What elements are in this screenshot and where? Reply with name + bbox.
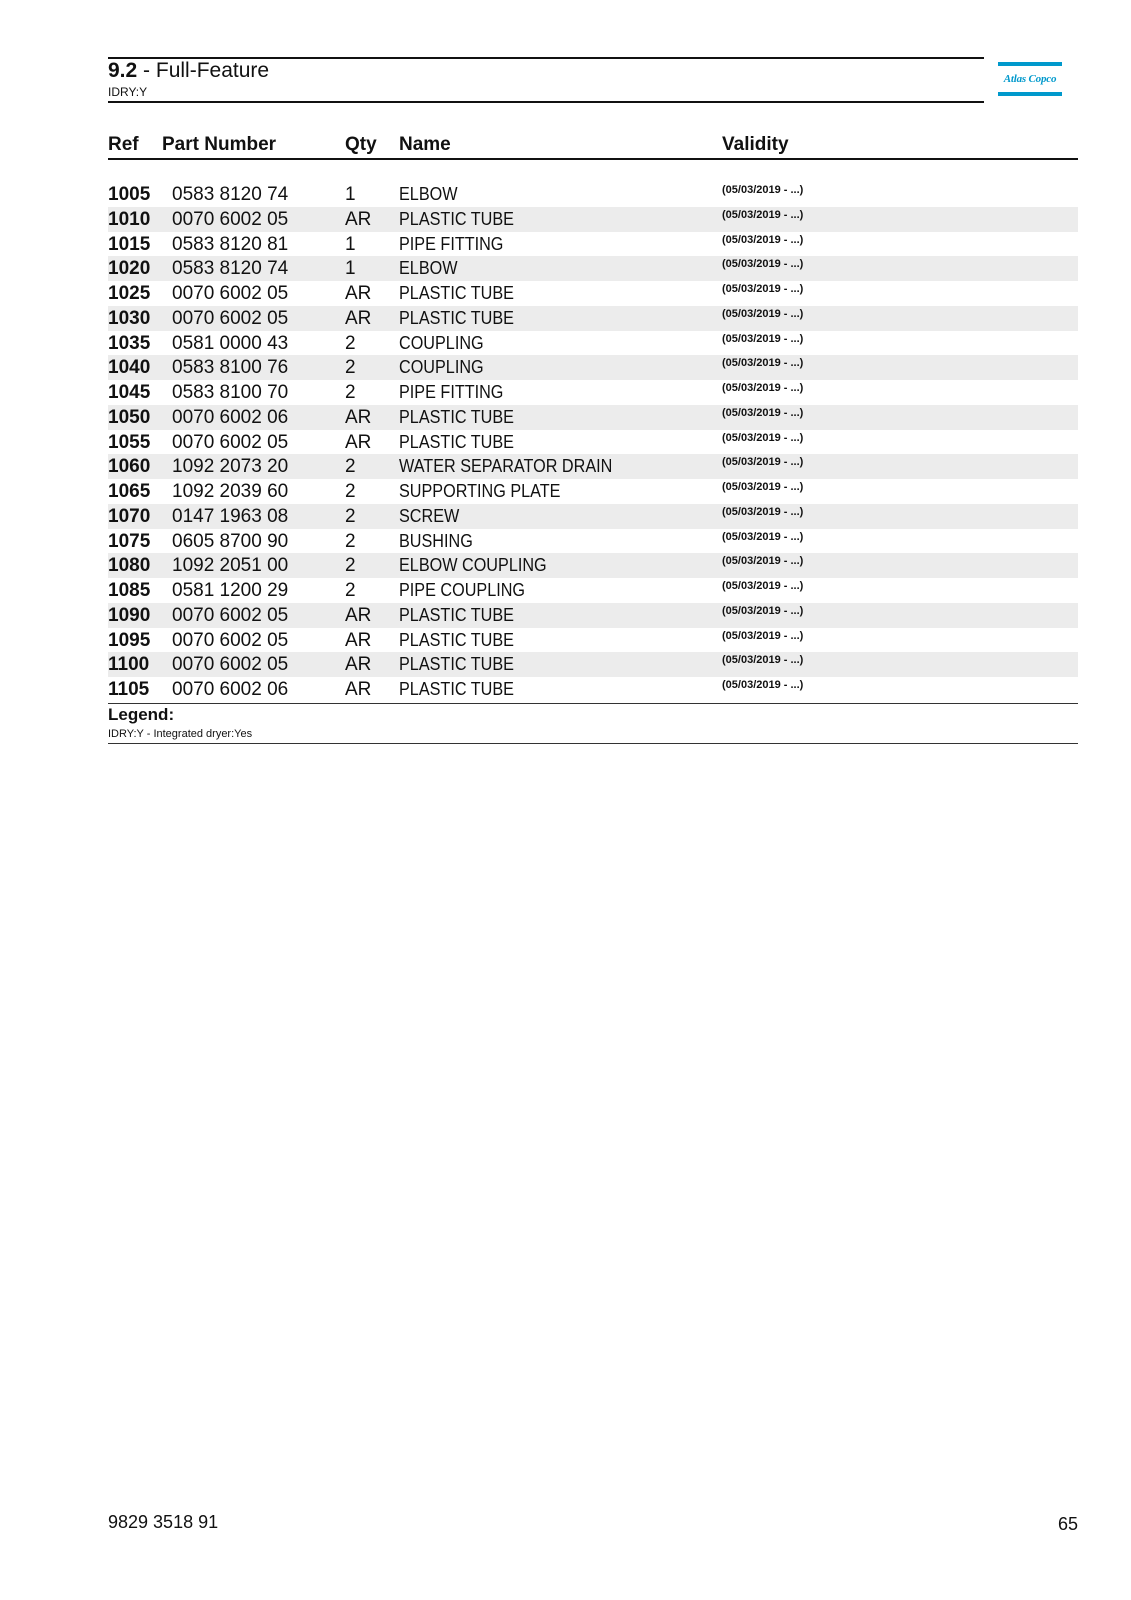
part-number-cell: 0581 1200 29 bbox=[172, 580, 289, 601]
header-bottom-rule bbox=[108, 101, 984, 103]
name-cell: PLASTIC TUBE bbox=[399, 654, 514, 675]
table-row bbox=[108, 306, 1078, 331]
name-cell: ELBOW bbox=[399, 184, 458, 204]
part-number-cell: 0070 6002 05 bbox=[172, 654, 289, 676]
table-row bbox=[108, 207, 1078, 232]
qty-cell: 2 bbox=[345, 456, 356, 478]
qty-cell: 1 bbox=[345, 184, 356, 205]
part-number-cell: 0605 8700 90 bbox=[172, 530, 289, 552]
qty-cell: 2 bbox=[345, 481, 356, 502]
name-cell: ELBOW COUPLING bbox=[399, 555, 547, 576]
validity-cell: (05/03/2019 - ...) bbox=[722, 505, 804, 518]
ref-cell: 1005 bbox=[108, 184, 151, 205]
part-number-cell: 0070 6002 05 bbox=[172, 283, 289, 304]
table-row bbox=[108, 256, 1078, 281]
qty-cell: 2 bbox=[345, 382, 356, 403]
name-cell: COUPLING bbox=[399, 357, 484, 378]
ref-cell: 1095 bbox=[108, 629, 151, 651]
qty-cell: 1 bbox=[345, 233, 356, 255]
section-title bbox=[108, 58, 269, 84]
part-number-cell: 0070 6002 05 bbox=[172, 307, 289, 329]
validity-cell: (05/03/2019 - ...) bbox=[722, 604, 804, 617]
part-number-cell: 0070 6002 05 bbox=[172, 431, 289, 453]
validity-cell: (05/03/2019 - ...) bbox=[722, 456, 804, 469]
qty-cell: AR bbox=[345, 431, 372, 453]
table-row bbox=[108, 281, 1078, 306]
column-header-qty: Qty bbox=[345, 134, 377, 155]
name-cell: PLASTIC TUBE bbox=[399, 629, 514, 650]
table-header-rule bbox=[108, 158, 1078, 160]
part-number-cell: 0070 6002 06 bbox=[172, 679, 289, 700]
legend-top-rule bbox=[108, 703, 1078, 704]
ref-cell: 1070 bbox=[108, 505, 151, 527]
validity-cell: (05/03/2019 - ...) bbox=[722, 481, 804, 493]
table-row bbox=[108, 331, 1078, 356]
name-cell: PIPE FITTING bbox=[399, 233, 504, 254]
part-number-cell: 0147 1963 08 bbox=[172, 505, 289, 527]
part-number-cell: 0583 8100 70 bbox=[172, 382, 289, 403]
logo-wordmark: Atlas Copco bbox=[1003, 73, 1057, 85]
validity-cell: (05/03/2019 - ...) bbox=[722, 580, 804, 592]
name-cell: PLASTIC TUBE bbox=[399, 406, 514, 427]
table-row bbox=[108, 430, 1078, 455]
name-cell: COUPLING bbox=[399, 332, 484, 353]
part-number-cell: 0070 6002 06 bbox=[172, 406, 289, 428]
name-cell: PLASTIC TUBE bbox=[399, 604, 514, 625]
ref-cell: 1105 bbox=[108, 679, 150, 700]
table-row bbox=[108, 603, 1078, 628]
validity-cell: (05/03/2019 - ...) bbox=[722, 679, 804, 691]
validity-cell: (05/03/2019 - ...) bbox=[722, 307, 804, 320]
part-number-cell: 0070 6002 05 bbox=[172, 208, 289, 230]
document-number: 9829 3518 91 bbox=[108, 1512, 219, 1532]
table-row bbox=[108, 405, 1078, 430]
column-header-validity: Validity bbox=[722, 134, 789, 155]
parts-table-body bbox=[108, 182, 1078, 702]
ref-cell: 1050 bbox=[108, 406, 151, 428]
validity-cell: (05/03/2019 - ...) bbox=[722, 654, 804, 667]
ref-cell: 1080 bbox=[108, 555, 151, 577]
ref-cell: 1045 bbox=[108, 382, 151, 403]
page-number: 65 bbox=[1058, 1514, 1079, 1534]
qty-cell: 2 bbox=[345, 530, 356, 552]
name-cell: PLASTIC TUBE bbox=[399, 679, 514, 699]
ref-cell: 1035 bbox=[108, 332, 151, 354]
validity-cell: (05/03/2019 - ...) bbox=[722, 357, 804, 370]
validity-cell: (05/03/2019 - ...) bbox=[722, 233, 804, 246]
qty-cell: AR bbox=[345, 307, 372, 329]
part-number-cell: 0070 6002 05 bbox=[172, 604, 289, 626]
part-number-cell: 0583 8120 74 bbox=[172, 184, 289, 205]
validity-cell: (05/03/2019 - ...) bbox=[722, 555, 804, 568]
validity-cell: (05/03/2019 - ...) bbox=[722, 184, 804, 196]
table-row bbox=[108, 529, 1078, 554]
part-number-cell: 0583 8100 76 bbox=[172, 357, 289, 379]
table-row bbox=[108, 479, 1078, 504]
validity-cell: (05/03/2019 - ...) bbox=[722, 283, 804, 295]
table-row bbox=[108, 232, 1078, 257]
qty-cell: 2 bbox=[345, 505, 356, 527]
column-header-ref: Ref bbox=[108, 134, 139, 155]
logo-bottom-bar bbox=[998, 92, 1062, 96]
name-cell: ELBOW bbox=[399, 258, 458, 279]
qty-cell: 2 bbox=[345, 580, 356, 601]
legend-text: IDRY:Y - Integrated dryer:Yes bbox=[108, 728, 253, 740]
validity-cell: (05/03/2019 - ...) bbox=[722, 629, 804, 642]
part-number-cell: 1092 2073 20 bbox=[172, 456, 289, 478]
ref-cell: 1100 bbox=[108, 654, 150, 676]
part-number-cell: 0583 8120 81 bbox=[172, 233, 289, 255]
logo-top-bar bbox=[998, 62, 1062, 66]
name-cell: SUPPORTING PLATE bbox=[399, 481, 561, 501]
qty-cell: 2 bbox=[345, 555, 356, 577]
ref-cell: 1010 bbox=[108, 208, 151, 230]
qty-cell: AR bbox=[345, 208, 372, 230]
table-row bbox=[108, 380, 1078, 405]
table-row bbox=[108, 628, 1078, 653]
name-cell: PIPE COUPLING bbox=[399, 580, 526, 600]
ref-cell: 1065 bbox=[108, 481, 151, 502]
validity-cell: (05/03/2019 - ...) bbox=[722, 332, 804, 345]
qty-cell: AR bbox=[345, 629, 372, 651]
ref-cell: 1055 bbox=[108, 431, 151, 453]
part-number-cell: 0070 6002 05 bbox=[172, 629, 289, 651]
validity-cell: (05/03/2019 - ...) bbox=[722, 431, 804, 444]
part-number-cell: 1092 2051 00 bbox=[172, 555, 289, 577]
qty-cell: AR bbox=[345, 283, 372, 304]
atlas-copco-logo bbox=[998, 62, 1062, 96]
name-cell: WATER SEPARATOR DRAIN bbox=[399, 456, 613, 477]
qty-cell: 2 bbox=[345, 357, 356, 379]
name-cell: PLASTIC TUBE bbox=[399, 307, 514, 328]
qty-cell: 2 bbox=[345, 332, 356, 354]
table-row bbox=[108, 454, 1078, 479]
ref-cell: 1020 bbox=[108, 258, 151, 280]
qty-cell: AR bbox=[345, 604, 372, 626]
table-row bbox=[108, 182, 1078, 207]
validity-cell: (05/03/2019 - ...) bbox=[722, 530, 804, 543]
validity-cell: (05/03/2019 - ...) bbox=[722, 406, 804, 419]
ref-cell: 1030 bbox=[108, 307, 151, 329]
ref-cell: 1090 bbox=[108, 604, 151, 626]
table-row bbox=[108, 504, 1078, 529]
section-subtitle: IDRY:Y bbox=[108, 85, 148, 99]
name-cell: PLASTIC TUBE bbox=[399, 208, 514, 229]
validity-cell: (05/03/2019 - ...) bbox=[722, 258, 804, 271]
validity-cell: (05/03/2019 - ...) bbox=[722, 208, 804, 221]
ref-cell: 1025 bbox=[108, 283, 151, 304]
legend-title: Legend: bbox=[108, 705, 175, 724]
ref-cell: 1085 bbox=[108, 580, 151, 601]
name-cell: PIPE FITTING bbox=[399, 382, 504, 402]
validity-cell: (05/03/2019 - ...) bbox=[722, 382, 804, 394]
column-header-name: Name bbox=[399, 134, 451, 155]
name-cell: PLASTIC TUBE bbox=[399, 283, 514, 303]
ref-cell: 1075 bbox=[108, 530, 151, 552]
section-number: 9.2 bbox=[108, 59, 138, 82]
table-row bbox=[108, 652, 1078, 677]
table-row bbox=[108, 578, 1078, 603]
ref-cell: 1015 bbox=[108, 233, 151, 255]
table-row bbox=[108, 553, 1078, 578]
qty-cell: AR bbox=[345, 654, 372, 676]
ref-cell: 1040 bbox=[108, 357, 151, 379]
name-cell: SCREW bbox=[399, 505, 460, 526]
legend-bottom-rule bbox=[108, 743, 1078, 744]
part-number-cell: 1092 2039 60 bbox=[172, 481, 289, 502]
qty-cell: 1 bbox=[345, 258, 356, 280]
table-row bbox=[108, 355, 1078, 380]
section-title-text: - Full-Feature bbox=[137, 59, 270, 82]
qty-cell: AR bbox=[345, 679, 372, 700]
table-row bbox=[108, 677, 1078, 702]
qty-cell: AR bbox=[345, 406, 372, 428]
part-number-cell: 0581 0000 43 bbox=[172, 332, 289, 354]
column-header-part-number: Part Number bbox=[162, 134, 277, 155]
name-cell: BUSHING bbox=[399, 530, 473, 551]
part-number-cell: 0583 8120 74 bbox=[172, 258, 289, 280]
name-cell: PLASTIC TUBE bbox=[399, 431, 514, 452]
ref-cell: 1060 bbox=[108, 456, 151, 478]
